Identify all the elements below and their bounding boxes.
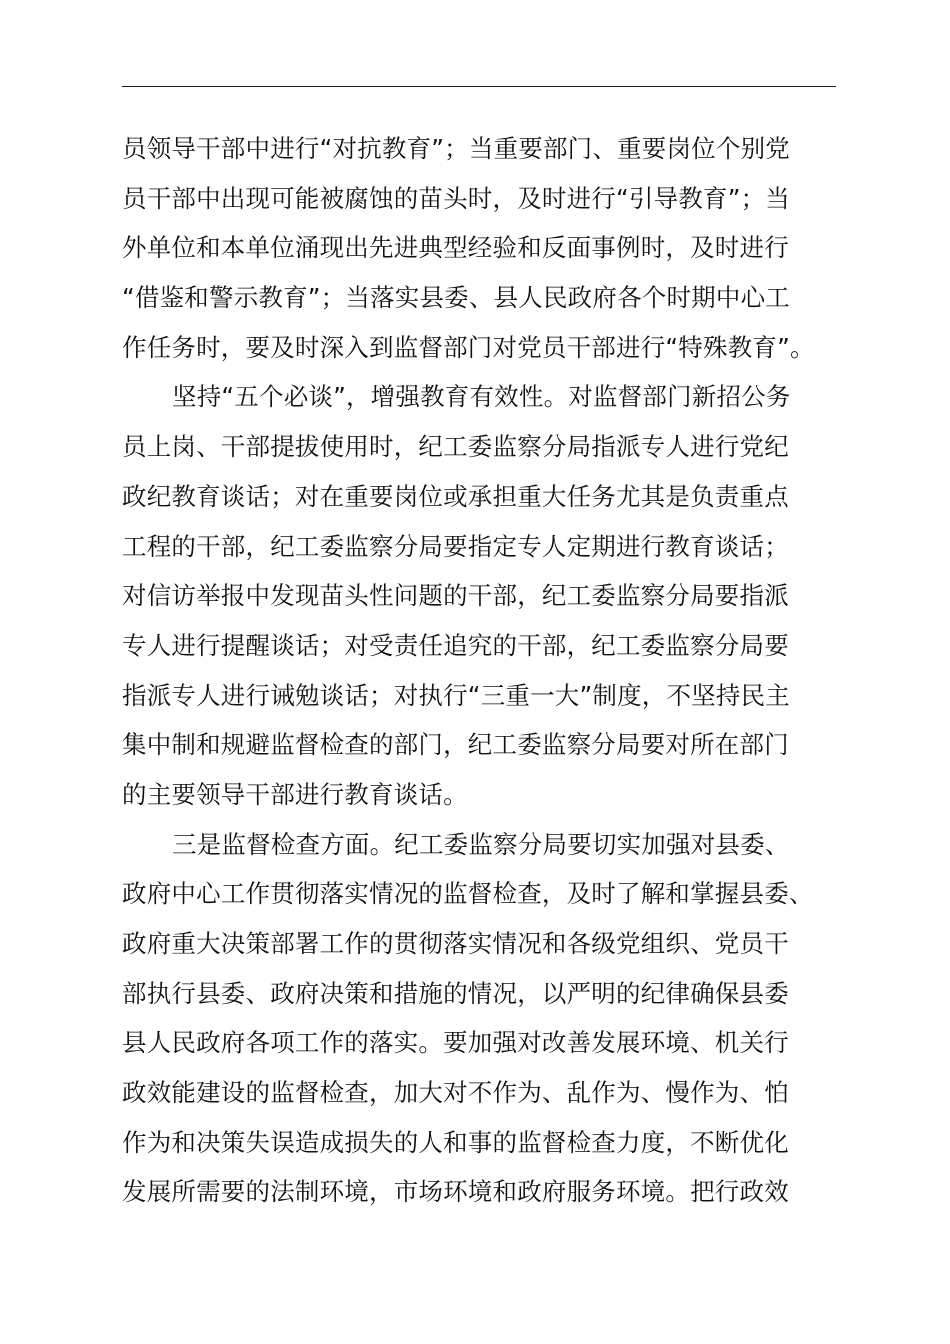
text-line: 政府中心工作贯彻落实情况的监督检查，及时了解和掌握县委、 [122, 879, 814, 909]
text-line: 外单位和本单位涌现出先进典型经验和反面事例时，及时进行 [122, 233, 789, 263]
text-line: 工程的干部，纪工委监察分局要指定专人定期进行教育谈话； [122, 531, 789, 561]
text-line: 集中制和规避监督检查的部门，纪工委监察分局要对所在部门 [122, 730, 789, 760]
text-line: 专人进行提醒谈话；对受责任追究的干部，纪工委监察分局要 [122, 630, 789, 660]
text-line: 部执行县委、政府决策和措施的情况，以严明的纪律确保县委 [122, 978, 789, 1008]
text-line: “借鉴和警示教育”；当落实县委、县人民政府各个时期中心工 [122, 283, 790, 313]
text-line: 对信访举报中发现苗头性问题的干部，纪工委监察分局要指派 [122, 581, 789, 611]
text-line: 政纪教育谈话；对在重要岗位或承担重大任务尤其是负责重点 [122, 481, 789, 511]
text-line: 作任务时，要及时深入到监督部门对党员干部进行“特殊教育”。 [122, 332, 815, 362]
body-text [122, 124, 842, 1217]
text-line: 发展所需要的法制环境，市场环境和政府服务环境。把行政效 [122, 1177, 789, 1207]
text-line: 政效能建设的监督检查，加大对不作为、乱作为、慢作为、怕 [122, 1078, 789, 1108]
text-line: 的主要领导干部进行教育谈话。 [122, 779, 468, 809]
paragraph-3 [122, 820, 842, 1218]
text-line: 政府重大决策部署工作的贯彻落实情况和各级党组织、党员干 [122, 929, 789, 958]
text-line: 作为和决策失误造成损失的人和事的监督检查力度，不断优化 [122, 1127, 789, 1157]
text-line: 坚持“五个必谈”，增强教育有效性。对监督部门新招公务 [172, 382, 791, 412]
text-line: 员上岗、干部提拔使用时，纪工委监察分局指派专人进行党纪 [122, 432, 789, 462]
text-line: 员领导干部中进行“对抗教育”；当重要部门、重要岗位个别党 [122, 134, 790, 163]
paragraph-2 [122, 372, 842, 819]
text-line: 指派专人进行诫勉谈话；对执行“三重一大”制度，不坚持民主 [122, 680, 790, 710]
text-line: 三是监督检查方面。纪工委监察分局要切实加强对县委、 [172, 829, 790, 859]
header-rule [122, 86, 836, 87]
text-line: 员干部中出现可能被腐蚀的苗头时，及时进行“引导教育”；当 [122, 183, 790, 213]
text-line: 县人民政府各项工作的落实。要加强对改善发展环境、机关行 [122, 1028, 789, 1058]
paragraph-1 [122, 124, 842, 372]
